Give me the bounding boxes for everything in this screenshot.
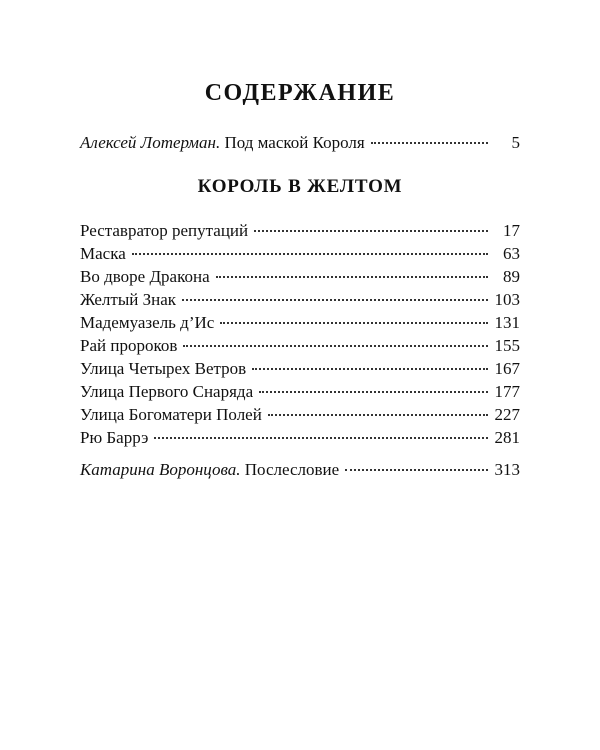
toc-entry xyxy=(80,380,520,404)
toc-entry xyxy=(80,242,520,266)
toc-entry xyxy=(80,311,520,335)
dot-leader xyxy=(268,414,488,416)
toc-entry-page: 155 xyxy=(494,336,520,355)
toc-entry xyxy=(80,357,520,381)
toc-entry-title: Рю Баррэ xyxy=(80,428,149,447)
toc-entry-page: 89 xyxy=(503,267,520,286)
toc-entry-title: Рай пророков xyxy=(80,336,178,355)
dot-leader xyxy=(132,253,488,255)
toc-entry-page: 281 xyxy=(494,428,520,447)
dot-leader xyxy=(254,230,488,232)
toc-entry-afterword xyxy=(80,458,520,482)
section-title: КОРОЛЬ В ЖЕЛТОМ xyxy=(197,176,403,197)
toc-entry-page: 17 xyxy=(503,221,520,240)
toc-entry-author: Алексей Лотерман. xyxy=(80,133,221,152)
dot-leader xyxy=(259,391,488,393)
toc-entry xyxy=(80,265,520,289)
toc-entry-title: Под маской Короля xyxy=(224,133,365,152)
toc-entry-title: Мадемуазель д’Ис xyxy=(80,313,215,332)
toc-entry-page: 167 xyxy=(494,359,520,378)
dot-leader xyxy=(220,322,488,324)
toc-entry xyxy=(80,334,520,358)
toc-entry-page: 5 xyxy=(511,133,520,152)
toc-entry xyxy=(80,288,520,312)
toc-entry-page: 103 xyxy=(494,290,520,309)
dot-leader xyxy=(216,276,488,278)
contents-title: СОДЕРЖАНИЕ xyxy=(204,80,396,106)
toc-entry xyxy=(80,403,520,427)
toc-entry-title: Улица Первого Снаряда xyxy=(80,382,254,401)
dot-leader xyxy=(345,469,488,471)
toc-entry-title: Улица Богоматери Полей xyxy=(80,405,262,424)
toc-entry-title: Улица Четырех Ветров xyxy=(80,359,247,378)
toc-entry-title: Желтый Знак xyxy=(80,290,177,309)
toc-entry-title: Реставратор репутаций xyxy=(80,221,249,240)
dot-leader xyxy=(183,345,488,347)
toc-entry-page: 63 xyxy=(503,244,520,263)
toc-entry-page: 177 xyxy=(494,382,520,401)
dot-leader xyxy=(252,368,488,370)
toc-entry-title: Во дворе Дракона xyxy=(80,267,210,286)
toc-entry-page: 131 xyxy=(494,313,520,332)
toc-entry-page: 313 xyxy=(494,460,520,479)
toc-entry-intro xyxy=(80,131,520,155)
toc-entry-author: Катарина Воронцова. xyxy=(80,460,241,479)
dot-leader xyxy=(371,142,488,144)
toc-entry xyxy=(80,426,520,450)
dot-leader xyxy=(154,437,488,439)
toc-entry-title: Маска xyxy=(80,244,126,263)
dot-leader xyxy=(182,299,488,301)
toc-entry-title: Послесловие xyxy=(244,460,340,479)
toc-entry-page: 227 xyxy=(494,405,520,424)
toc-entry xyxy=(80,219,520,243)
